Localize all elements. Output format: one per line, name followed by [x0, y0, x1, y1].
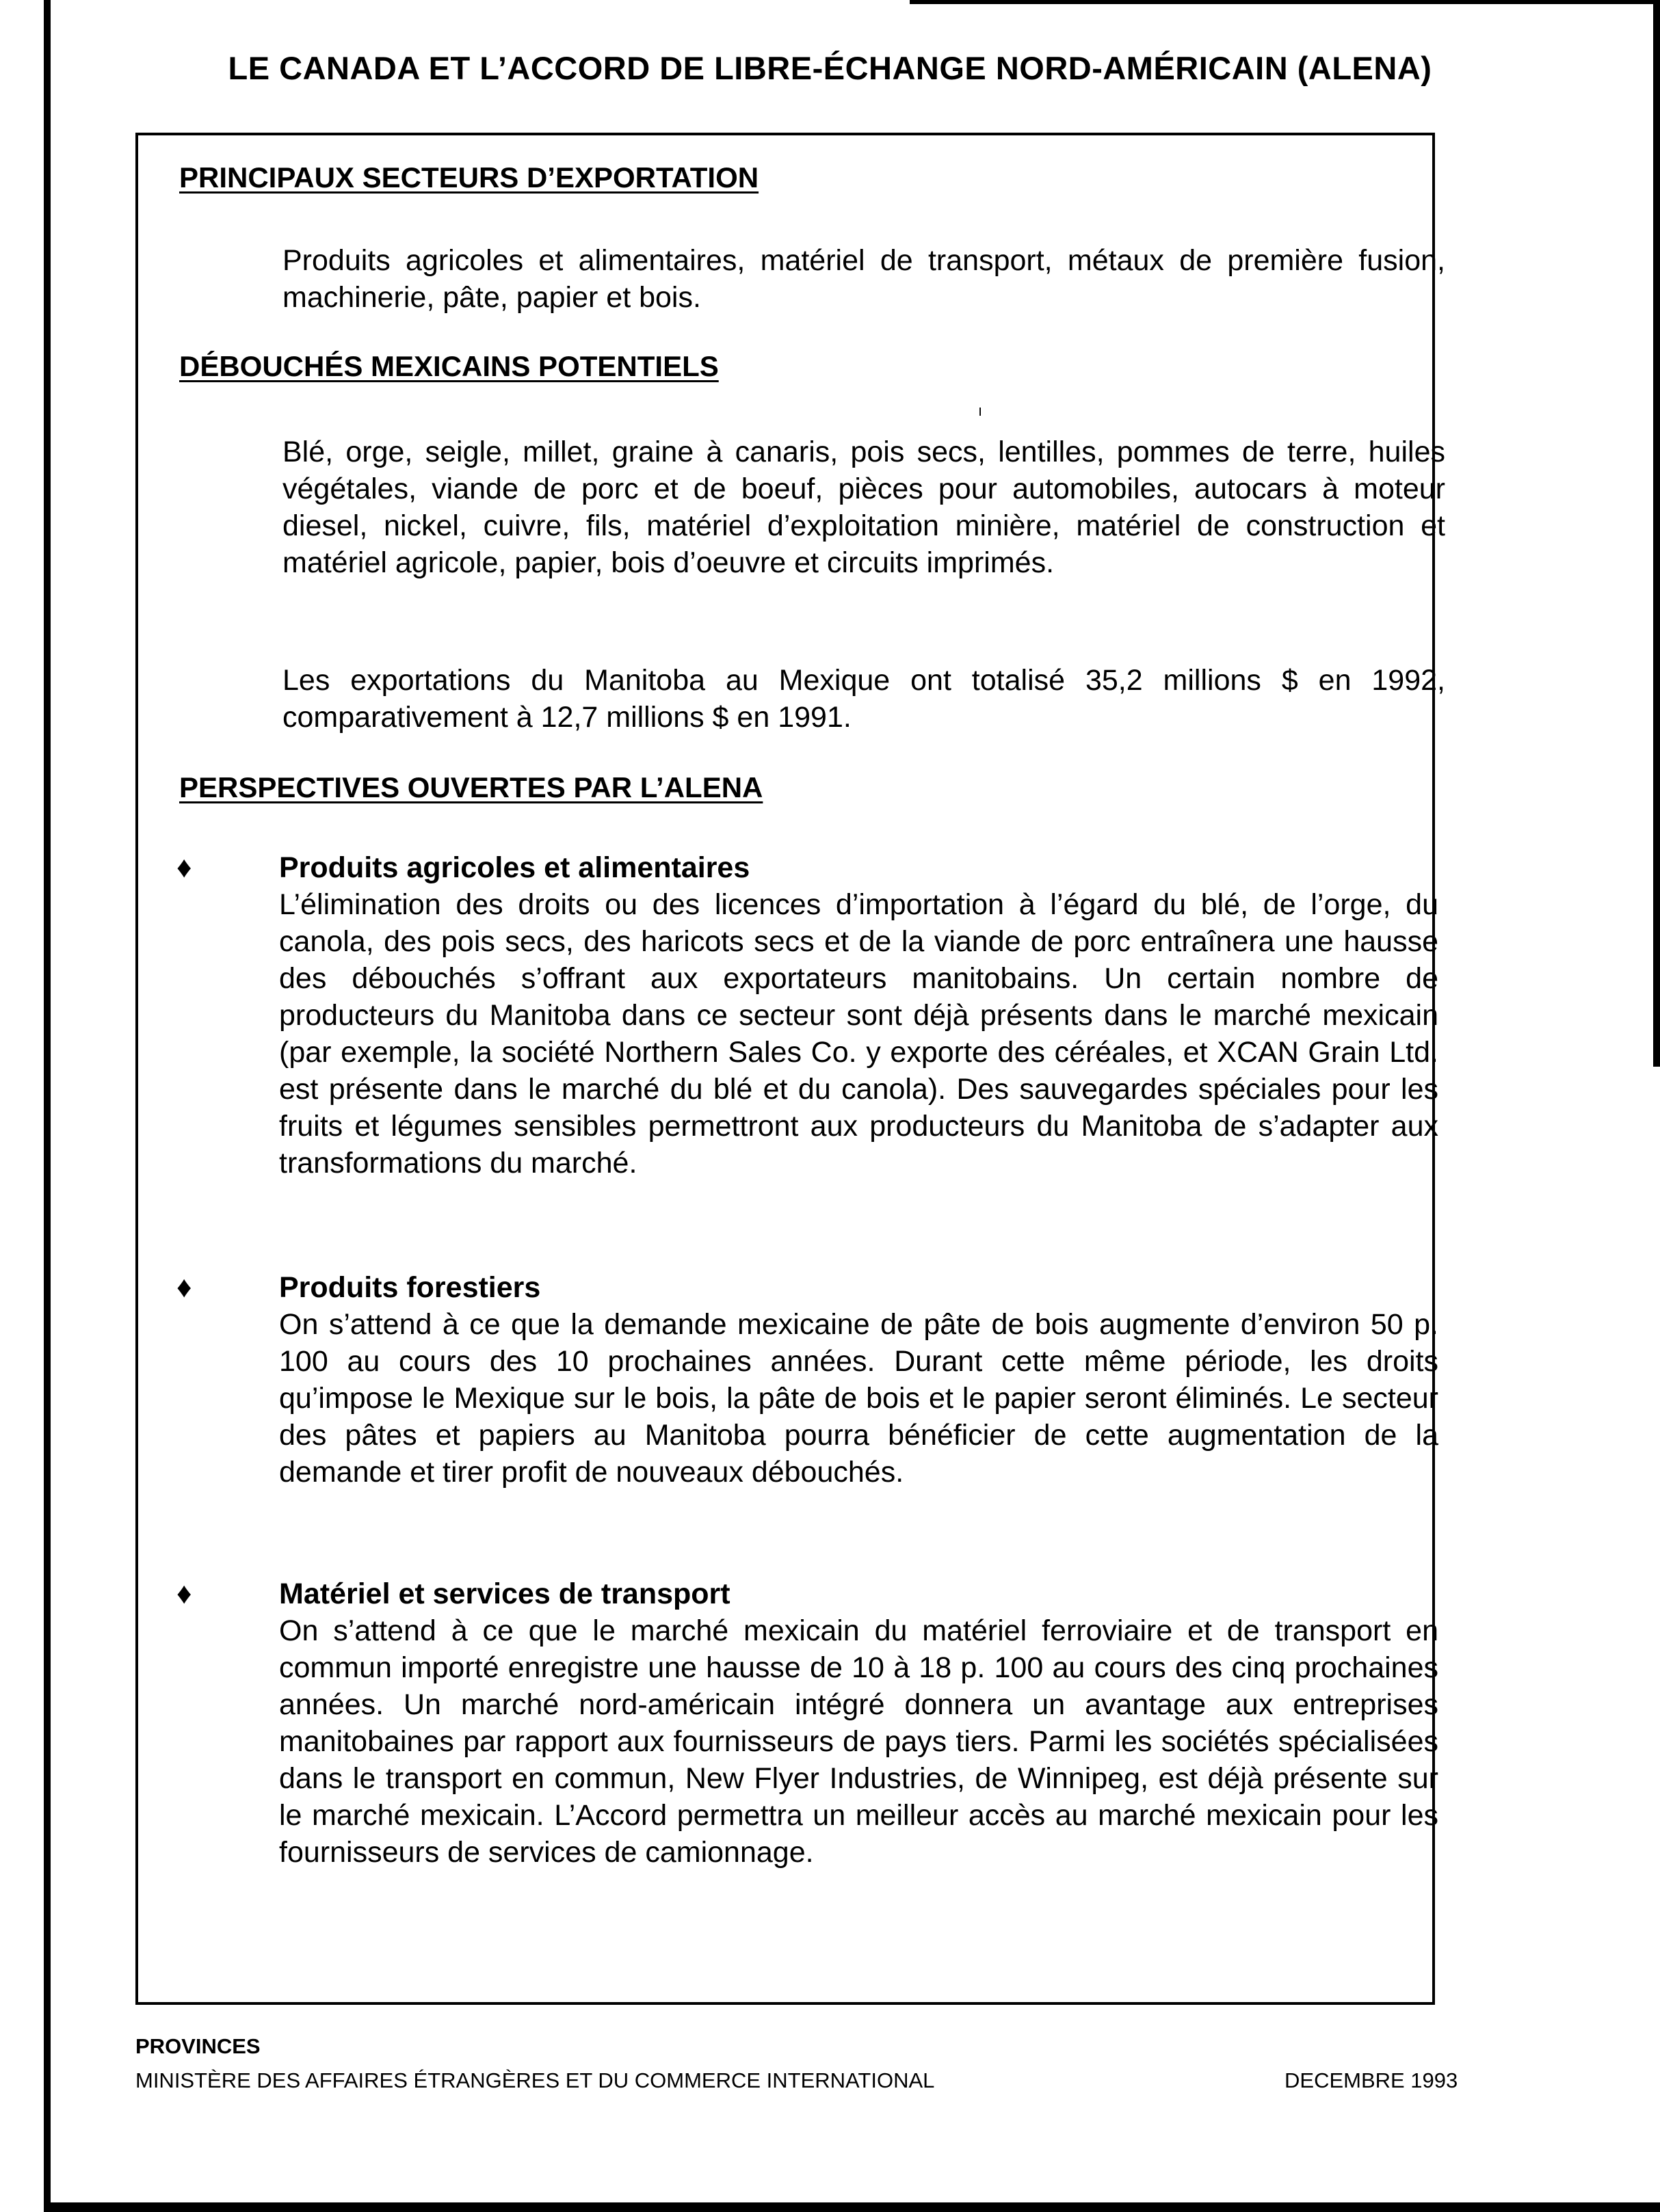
document-title: LE CANADA ET L’ACCORD DE LIBRE-ÉCHANGE NORD-AMÉRICAIN (ALENA) [228, 50, 1432, 86]
list-item-text: On s’attend à ce que le marché mexicain du matériel ferroviaire et de transport en commun importé enregistre une hausse de 10 à 18 p. 100 au cours des cinq prochaines années. Un marché nord-américain intégré donnera un avantage aux entreprises manitobaines par rapport aux fournisseurs de pays tiers. Parmi les sociétés spécialisées dans le transport en commun, New Flyer Industries, de Winnipeg, est déjà présente sur le marché mexicain. L’Accord permettra un meilleur accès au marché mexicain pour les fournisseurs de services de camionnage. [279, 1614, 1438, 1869]
scan-speck: ı [978, 402, 983, 419]
exports-paragraph: Produits agricoles et alimentaires, matériel de transport, métaux de première fusion, machinerie, pâte, papier et bois. [282, 244, 1445, 314]
footer-ministry: MINISTÈRE DES AFFAIRES ÉTRANGÈRES ET DU COMMERCE INTERNATIONAL [135, 2068, 935, 2092]
scan-border-top [910, 0, 1660, 4]
section-heading-exports: PRINCIPAUX SECTEURS D’EXPORTATION [179, 161, 759, 194]
section-heading-perspectives: PERSPECTIVES OUVERTES PAR L’ALENA [179, 771, 763, 803]
bullet-icon: ♦ [176, 1270, 192, 1304]
list-item-transport [279, 1575, 1438, 1871]
scan-border-left [44, 0, 51, 2212]
bullet-icon: ♦ [176, 1577, 192, 1610]
list-item-text: On s’attend à ce que la demande mexicaine de pâte de bois augmente d’environ 50 p. 100 au cours des 10 prochaines années. Durant cette même période, les droits qu’impose le Mexique sur le bois, la pâte de bois et le papier seront éliminés. Le secteur des pâtes et papiers au Manitoba pourra bénéficier de cette augmentation de la demande et tirer profit de nouveaux débouchés. [279, 1308, 1438, 1489]
bullet-icon: ♦ [176, 851, 192, 884]
scan-border-bottom [44, 2202, 1660, 2212]
list-item-forestry [279, 1269, 1438, 1491]
list-item-title: Produits agricoles et alimentaires [279, 851, 750, 884]
footer-category: PROVINCES [135, 2034, 261, 2058]
scan-border-right [1653, 0, 1660, 1067]
outlets-paragraph-products: Blé, orge, seigle, millet, graine à canaris, pois secs, lentilles, pommes de terre, huiles végétales, viande de porc et de boeuf, pièces pour automobiles, autocars à moteur diesel, nickel, cuivre, fils, matériel d’exploitation minière, matériel de construction et matériel agricole, papier, bois d’oeuvre et circuits imprimés. [282, 436, 1445, 579]
list-item-title: Produits forestiers [279, 1271, 541, 1304]
outlets-paragraph-exports-figures: Les exportations du Manitoba au Mexique ont totalisé 35,2 millions $ en 1992, comparativement à 12,7 millions $ en 1991. [282, 664, 1445, 734]
list-item-title: Matériel et services de transport [279, 1577, 730, 1610]
list-item-agriculture [279, 849, 1438, 1182]
list-item-text: L’élimination des droits ou des licences d’importation à l’égard du blé, de l’orge, du canola, des pois secs, des haricots secs et de la viande de porc entraînera une hausse des débouchés s’offrant aux exportateurs manitobains. Un certain nombre de producteurs du Manitoba dans ce secteur sont déjà présents dans le marché mexicain (par exemple, la société Northern Sales Co. y exporte des céréales, et XCAN Grain Ltd. est présente dans le marché du blé et du canola). Des sauvegardes spéciales pour les fruits et légumes sensibles permettront aux producteurs du Manitoba de s’adapter aux transformations du marché. [279, 888, 1438, 1180]
footer-date: DECEMBRE 1993 [1284, 2068, 1458, 2092]
section-heading-outlets: DÉBOUCHÉS MEXICAINS POTENTIELS [179, 350, 719, 382]
